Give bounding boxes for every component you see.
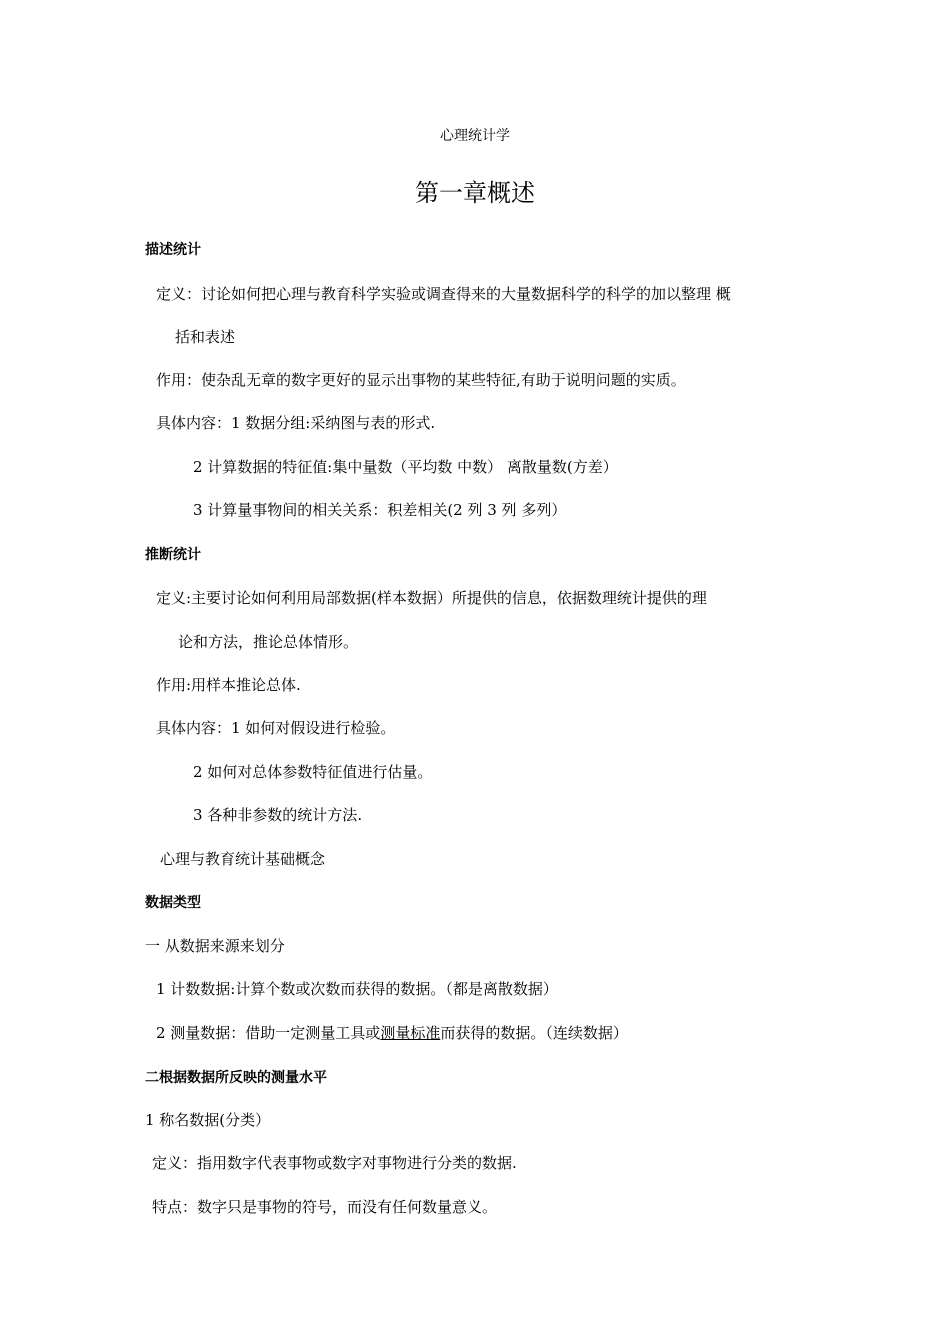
paragraph-line: 一 从数据来源来划分 <box>145 937 285 955</box>
paragraph-line: 2 如何对总体参数特征值进行估量。 <box>193 763 433 781</box>
paragraph-line: 1 计数数据:计算个数或次数而获得的数据。（都是离散数据） <box>156 980 558 998</box>
paragraph-line: 定义:主要讨论如何利用局部数据(样本数据）所提供的信息，依据数理统计提供的理 <box>156 589 707 607</box>
paragraph-line <box>156 1023 628 1043</box>
document-subject: 心理统计学 <box>440 128 510 144</box>
paragraph-line: 3 计算量事物间的相关关系：积差相关(2 列 3 列 多列） <box>193 501 567 519</box>
paragraph-line: 1 称名数据(分类） <box>145 1111 271 1129</box>
paragraph-line: 心理与教育统计基础概念 <box>160 850 326 868</box>
section-heading-measurement-level: 二根据数据所反映的测量水平 <box>145 1070 327 1086</box>
paragraph-line: 作用:用样本推论总体. <box>156 676 301 694</box>
section-heading-inferential: 推断统计 <box>145 547 201 563</box>
paragraph-line: 括和表述 <box>175 328 236 346</box>
section-heading-descriptive: 描述统计 <box>145 242 201 258</box>
paragraph-line: 特点：数字只是事物的符号，而没有任何数量意义。 <box>152 1198 498 1216</box>
section-heading-data-types: 数据类型 <box>145 895 201 911</box>
chapter-title: 第一章概述 <box>415 179 535 207</box>
paragraph-line: 论和方法，推论总体情形。 <box>178 633 359 651</box>
paragraph-line: 3 各种非参数的统计方法. <box>193 806 363 824</box>
underlined-term: 测量标准 <box>380 1024 441 1042</box>
paragraph-line: 定义：指用数字代表事物或数字对事物进行分类的数据. <box>152 1154 517 1172</box>
paragraph-line: 2 计算数据的特征值:集中量数（平均数 中数） 离散量数(方差） <box>193 458 618 476</box>
paragraph-line: 定义：讨论如何把心理与教育科学实验或调查得来的大量数据科学的科学的加以整理 概 <box>156 285 731 303</box>
paragraph-line: 作用：使杂乱无章的数字更好的显示出事物的某些特征,有助于说明问题的实质。 <box>156 371 686 389</box>
text-run: 而获得的数据。（连续数据） <box>440 1024 628 1042</box>
text-run: 2 测量数据：借助一定测量工具或 <box>156 1024 381 1042</box>
paragraph-line: 具体内容：1 如何对假设进行检验。 <box>156 719 396 737</box>
paragraph-line: 具体内容：1 数据分组:采纳图与表的形式. <box>156 414 436 432</box>
